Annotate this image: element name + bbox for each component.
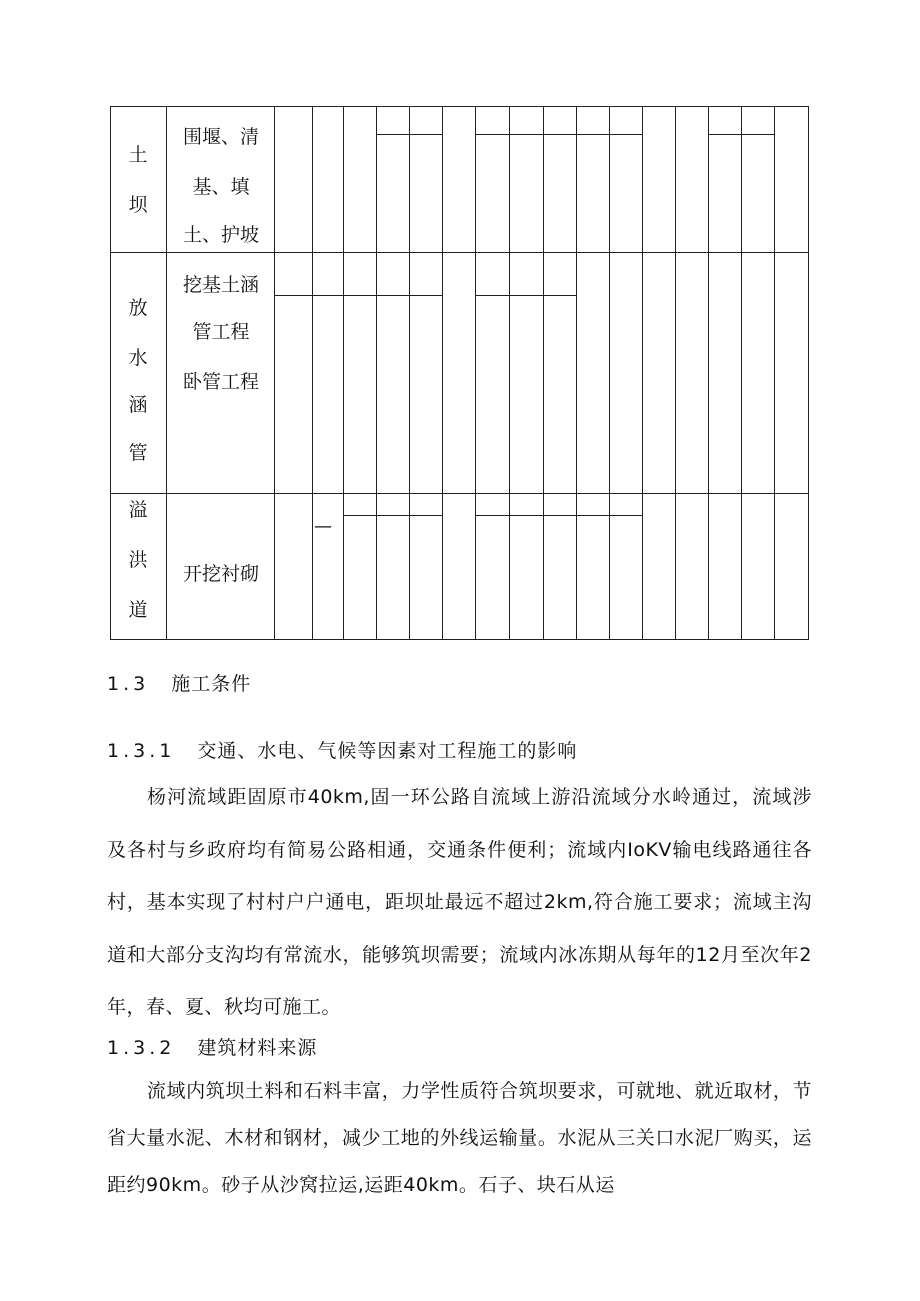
table-line	[475, 106, 476, 640]
schedule-bar	[475, 134, 642, 135]
body-paragraph: 流域内筑坝土料和石料丰富，力学性质符合筑坝要求，可就地、就近取材，节省大量水泥、木材和钢材，减少工地的外线运输量。水泥从三关口水泥厂购买，运距约90km。砂子从沙窝拉运,运距40km。石子、块石从运	[107, 1080, 812, 1196]
row-work-line: 挖基土涵	[182, 274, 259, 296]
row-category-char: 放	[128, 297, 148, 319]
row-category-char: 道	[128, 599, 148, 621]
row-work-line: 土、护坡	[182, 224, 259, 246]
section-heading-1-3-1	[107, 736, 577, 763]
schedule-bar	[343, 515, 442, 516]
row-category-char: 涵	[128, 394, 148, 416]
row-category-char: 洪	[128, 549, 148, 571]
row-category-char: 坝	[128, 194, 148, 216]
table-line	[675, 106, 676, 640]
table-line	[708, 106, 709, 640]
row-category-char: 溢	[128, 499, 148, 521]
schedule-bar	[475, 295, 576, 296]
table-line	[741, 106, 742, 640]
dash-mark: —	[314, 516, 332, 537]
table-line	[312, 106, 313, 640]
table-line	[409, 106, 410, 640]
row-category-char: 管	[128, 442, 148, 464]
table-line	[543, 106, 544, 640]
row-work-line: 管工程	[192, 321, 250, 343]
section-number: 1.3.2	[107, 1037, 176, 1059]
table-line	[110, 493, 809, 494]
table-line	[442, 106, 443, 640]
section-title: 交通、水电、气候等因素对工程施工的影响	[197, 740, 578, 762]
table-line	[509, 106, 510, 640]
section-number: 1.3	[107, 673, 150, 695]
table-line	[609, 106, 610, 640]
table-line	[642, 106, 643, 640]
row-work-line: 围堰、清	[182, 126, 259, 148]
row-category-char: 土	[128, 144, 148, 166]
schedule-bar	[475, 515, 642, 516]
schedule-bar	[274, 295, 442, 296]
schedule-bar	[376, 134, 442, 135]
schedule-bar	[708, 134, 774, 135]
table-line	[274, 106, 275, 640]
row-work-line: 开挖衬砌	[182, 563, 259, 585]
row-work-line: 卧管工程	[182, 371, 259, 393]
section-title: 施工条件	[171, 673, 252, 695]
table-line	[376, 106, 377, 640]
table-line	[110, 106, 809, 107]
body-paragraph: 杨河流域距固原市40km,固一环公路自流域上游沿流域分水岭通过，流域涉及各村与乡政府均有简易公路相通，交通条件便利；流域内IoKV输电线路通往各村，基本实现了村村户户通电，距坝址最远不超过2km,符合施工要求；流域主沟道和大部分支沟均有常流水，能够筑坝需要；流域内冰冻期从每年的12月至次年2年，春、夏、秋均可施工。	[107, 786, 812, 1018]
row-work-line: 基、填	[192, 176, 250, 198]
table-line	[343, 106, 344, 640]
table-line	[808, 106, 809, 640]
row-category-char: 水	[128, 347, 148, 369]
table-line	[110, 106, 111, 640]
table-line	[166, 106, 167, 640]
section-number: 1.3.1	[107, 740, 176, 762]
table-line	[774, 106, 775, 640]
table-line	[576, 106, 577, 640]
section-title: 建筑材料来源	[197, 1037, 318, 1059]
table-line	[110, 639, 809, 640]
section-heading-1-3-2	[107, 1033, 317, 1060]
section-heading-1-3	[107, 669, 251, 696]
